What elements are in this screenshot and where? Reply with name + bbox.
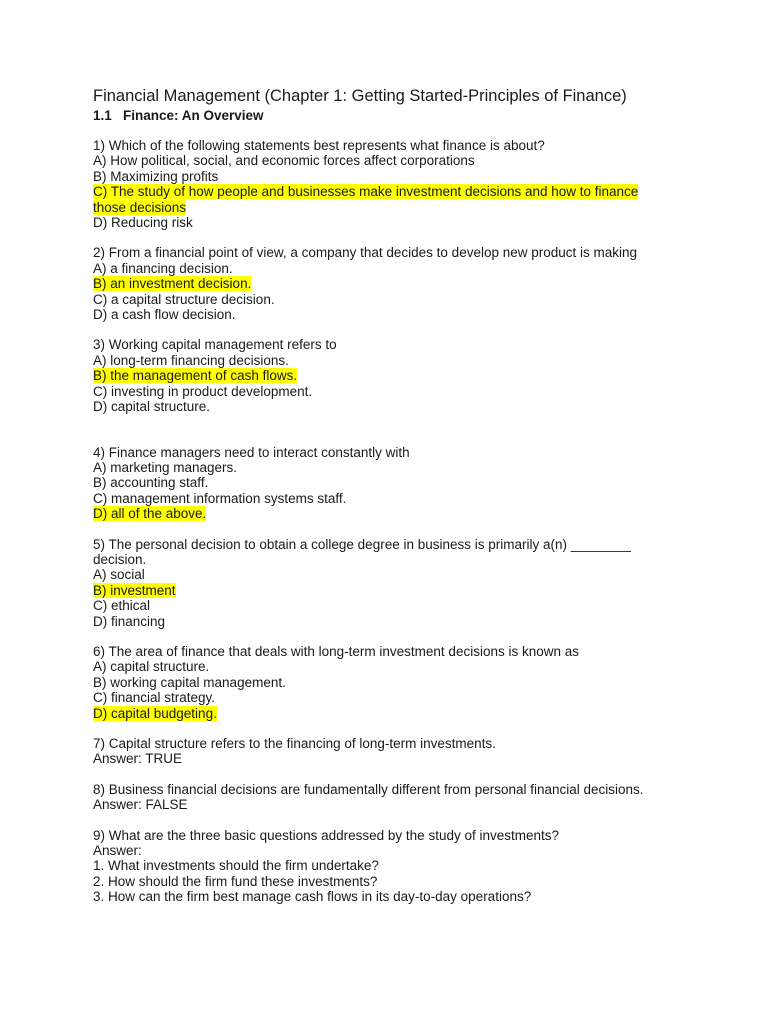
question-7: [93, 736, 693, 767]
highlighted-answer: D) all of the above.: [93, 506, 207, 522]
line-text: D) a cash flow decision.: [93, 307, 236, 323]
line-text: C) management information systems staff.: [93, 490, 347, 506]
question-text: [93, 245, 693, 260]
question-2: [93, 245, 693, 322]
question-text: [93, 644, 693, 659]
section-heading: 1.1 Finance: An Overview: [93, 108, 264, 123]
answer-line: [93, 659, 693, 674]
answer-line: [93, 475, 693, 490]
question-text: [93, 736, 693, 751]
answer-line: [93, 261, 693, 276]
question-text: [93, 537, 693, 552]
answer-line: [93, 583, 693, 598]
answer-line: [93, 399, 693, 414]
question-text: [93, 138, 693, 153]
answer-line: [93, 460, 693, 475]
line-text: 3) Working capital management refers to: [93, 337, 337, 353]
answer-line: [93, 598, 693, 613]
line-text: 3. How can the firm best manage cash flows in its day-to-day operations?: [93, 889, 532, 905]
question-text: [93, 828, 693, 843]
line-text: 1) Which of the following statements best represents what finance is about?: [93, 138, 545, 153]
line-text: C) financial strategy.: [93, 690, 216, 706]
answer-line: [93, 858, 693, 873]
answer-line: [93, 200, 693, 215]
answer-line: [93, 276, 693, 291]
question-text: [93, 782, 693, 797]
line-text: D) capital structure.: [93, 399, 211, 415]
line-text: A) capital structure.: [93, 659, 210, 675]
answer-line: [93, 169, 693, 184]
question-spacer: [93, 813, 693, 828]
answer-line: [93, 153, 693, 168]
question-6: [93, 644, 693, 721]
question-5: [93, 537, 693, 629]
question-8: [93, 782, 693, 813]
answer-line: [93, 368, 693, 383]
question-list: [93, 138, 693, 905]
question-spacer: [93, 322, 693, 337]
answer-line: [93, 292, 693, 307]
line-text: 6) The area of finance that deals with long-term investment decisions is known as: [93, 643, 579, 659]
answer-line: [93, 506, 693, 521]
answer-line: [93, 751, 693, 766]
line-text: 4) Finance managers need to interact constantly with: [93, 444, 410, 460]
question-spacer: [93, 230, 693, 245]
question-spacer: [93, 721, 693, 736]
line-text: A) marketing managers.: [93, 459, 238, 475]
document-title: Financial Management (Chapter 1: Getting Started-Principles of Finance): [93, 87, 627, 105]
question-spacer: [93, 415, 693, 445]
line-text: A) social: [93, 567, 145, 583]
line-text: B) working capital management.: [93, 674, 286, 690]
question-1: [93, 138, 693, 230]
line-text: 2. How should the firm fund these investments?: [93, 873, 378, 889]
line-text: 8) Business financial decisions are fundamentally different from personal financial decisions.: [93, 781, 644, 797]
answer-line: [93, 706, 693, 721]
line-text: Answer:: [93, 843, 142, 859]
document-page: [93, 86, 693, 905]
line-text: C) investing in product development.: [93, 383, 313, 399]
highlighted-answer: D) capital budgeting.: [93, 705, 217, 721]
line-text: A) a financing decision.: [93, 260, 233, 276]
line-text: B) accounting staff.: [93, 475, 209, 491]
answer-line: [93, 843, 693, 858]
question-text: [93, 445, 693, 460]
line-text: 1. What investments should the firm undertake?: [93, 858, 379, 874]
line-text: A) How political, social, and economic forces affect corporations: [93, 153, 475, 169]
line-text: 9) What are the three basic questions addressed by the study of investments?: [93, 827, 560, 843]
highlighted-answer: C) The study of how people and businesses make investment decisions and how to finance: [93, 184, 639, 200]
line-text: Answer: FALSE: [93, 797, 188, 813]
answer-line: [93, 567, 693, 582]
question-spacer: [93, 522, 693, 537]
line-text: 2) From a financial point of view, a company that decides to develop new product is making: [93, 245, 638, 261]
answer-line: [93, 690, 693, 705]
answer-line: [93, 797, 693, 812]
answer-line: [93, 307, 693, 322]
highlighted-answer: those decisions: [93, 199, 187, 215]
answer-line: [93, 184, 693, 199]
line-text: decision.: [93, 551, 147, 567]
highlighted-answer: B) the management of cash flows.: [93, 368, 298, 384]
answer-line: [93, 491, 693, 506]
question-9: [93, 828, 693, 905]
line-text: C) a capital structure decision.: [93, 291, 275, 307]
line-text: D) Reducing risk: [93, 215, 193, 231]
answer-line: [93, 384, 693, 399]
highlighted-answer: B) investment: [93, 582, 176, 598]
question-spacer: [93, 629, 693, 644]
line-text: Answer: TRUE: [93, 751, 183, 767]
line-text: C) ethical: [93, 598, 151, 614]
line-text: 5) The personal decision to obtain a college degree in business is primarily a(n) ________: [93, 536, 631, 552]
answer-line: [93, 675, 693, 690]
answer-line: [93, 889, 693, 904]
answer-line: [93, 552, 693, 567]
answer-line: [93, 614, 693, 629]
question-4: [93, 445, 693, 522]
highlighted-answer: B) an investment decision.: [93, 276, 252, 292]
line-text: 7) Capital structure refers to the financing of long-term investments.: [93, 736, 496, 751]
question-text: [93, 337, 693, 352]
question-3: [93, 337, 693, 414]
answer-line: [93, 353, 693, 368]
question-spacer: [93, 767, 693, 782]
line-text: D) financing: [93, 613, 166, 629]
line-text: A) long-term financing decisions.: [93, 352, 289, 368]
answer-line: [93, 874, 693, 889]
answer-line: [93, 215, 693, 230]
line-text: B) Maximizing profits: [93, 168, 219, 184]
